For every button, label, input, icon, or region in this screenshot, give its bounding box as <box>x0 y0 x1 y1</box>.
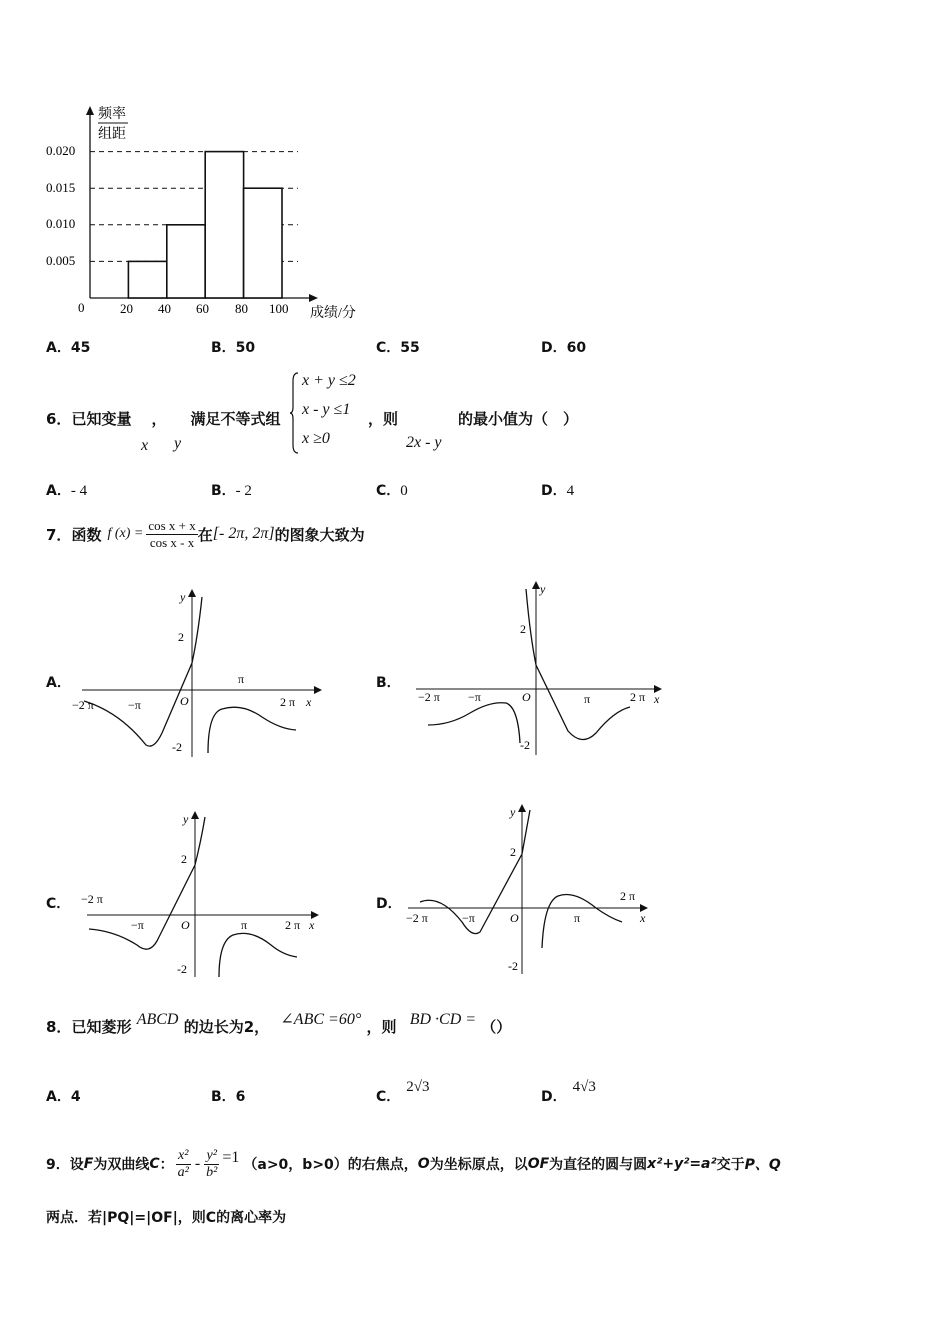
svg-text:x: x <box>640 911 646 925</box>
q7-option-b-label: B． <box>376 675 401 691</box>
q8-stem: 8．已知菱形 ABCD 的边长为2， ∠ABC =60° ，则 BD ·CD = （） <box>46 1011 512 1036</box>
q7-graph-b <box>410 575 670 760</box>
histogram-bars <box>128 152 282 298</box>
svg-text:-2: -2 <box>508 959 518 973</box>
histogram-bar <box>167 225 205 298</box>
q6-option-d: D．4 <box>541 483 575 499</box>
svg-text:2: 2 <box>181 852 187 866</box>
q8-option-b: B．6 <box>211 1089 246 1105</box>
svg-text:−2 π: −2 π <box>81 892 103 906</box>
x-axis-arrow <box>309 294 318 302</box>
q7-stem: 7． 函数 f (x) = $\frac{\text{cos x + x}}{\text{cos x - x}}$ 在 [- 2π, 2π] 的图象大致为 <box>46 517 365 550</box>
svg-text:x: x <box>654 692 660 706</box>
y-label-bottom: 组距 <box>98 127 126 142</box>
q7-graph-a <box>70 585 330 765</box>
x-tick-label: 20 <box>120 301 133 316</box>
svg-text:y: y <box>183 812 189 826</box>
svg-text:2: 2 <box>178 630 184 644</box>
q6-stem-end: 的最小值为（ ） <box>458 410 579 428</box>
svg-text:O: O <box>522 690 531 704</box>
q5-option-b: B．50 <box>211 340 256 356</box>
svg-text:x: x <box>306 695 312 709</box>
svg-text:2 π: 2 π <box>630 690 646 704</box>
frequency-histogram <box>40 100 370 330</box>
q6-objective: 2x - y <box>406 434 442 451</box>
histogram-bar <box>205 152 243 298</box>
q6-option-c: C．0 <box>376 483 408 499</box>
q7-option-d-label: D． <box>376 896 402 912</box>
q6-var-y: y <box>174 435 182 452</box>
svg-text:π: π <box>574 911 581 925</box>
q6-inequality-1: x + y ≤2 <box>302 372 356 389</box>
svg-text:π: π <box>584 692 591 706</box>
q6-option-a: A．- 4 <box>46 483 88 499</box>
x-tick-label: 60 <box>196 301 209 316</box>
svg-text:π: π <box>241 918 248 932</box>
svg-text:-2: -2 <box>177 962 187 976</box>
q5-option-d: D．60 <box>541 340 587 356</box>
svg-text:-2: -2 <box>172 740 182 754</box>
x-tick-label: 100 <box>269 301 289 316</box>
y-tick-label: 0.010 <box>46 216 76 231</box>
svg-text:O: O <box>181 918 190 932</box>
q6-stem-then: ，则 <box>368 410 399 428</box>
y-tick-label: 0.015 <box>46 180 76 195</box>
y-label-top: 频率 <box>98 107 126 122</box>
svg-text:−2 π: −2 π <box>418 690 440 704</box>
svg-text:2 π: 2 π <box>620 889 636 903</box>
x-axis-label: 成绩/分 <box>310 306 356 321</box>
q8-option-c: C．2√3 <box>376 1079 430 1105</box>
x-tick-label: 80 <box>235 301 248 316</box>
svg-text:y: y <box>180 590 186 604</box>
svg-text:2: 2 <box>520 622 526 636</box>
q6-inequality-2: x - y ≤1 <box>302 401 351 418</box>
svg-text:y: y <box>540 582 546 596</box>
q7-option-a-label: A． <box>46 675 71 691</box>
q6-stem: 6．已知变量 ， 满足不等式组 <box>46 410 281 428</box>
y-tick-label: 0.005 <box>46 253 76 268</box>
x-tick-label: 40 <box>158 301 171 316</box>
q7-graph-c <box>75 805 335 985</box>
svg-text:x: x <box>309 918 315 932</box>
q9-stem-line1: 9． 设 F 为双曲线 C ： $\frac{\text{x²}}{\text{a²}}$ - $\frac{\text{y²}}{\text{b²}}$ =1 （a>0，b>0）的右焦点， O 为坐标原点，以 OF 为直径的圆与圆 x²+y²=a² 交于 P、Q <box>46 1147 781 1180</box>
q7-option-c-label: C． <box>46 896 71 912</box>
svg-text:−π: −π <box>128 698 141 712</box>
q6-option-b: B．- 2 <box>211 483 252 499</box>
svg-text:-2: -2 <box>520 738 530 752</box>
svg-text:2: 2 <box>510 845 516 859</box>
svg-text:−π: −π <box>468 690 481 704</box>
q9-stem-line2: 两点．若|PQ|=|OF|，则C的离心率为 <box>46 1210 287 1226</box>
q5-option-c: C．55 <box>376 340 420 356</box>
histogram-bar <box>128 261 166 298</box>
q5-option-a: A．45 <box>46 340 91 356</box>
origin-label: 0 <box>78 300 85 315</box>
svg-text:2 π: 2 π <box>285 918 301 932</box>
y-tick-label: 0.020 <box>46 143 76 158</box>
svg-text:π: π <box>238 672 245 686</box>
q6-inequality-3: x ≥0 <box>302 430 330 447</box>
svg-text:−2 π: −2 π <box>406 911 428 925</box>
q8-option-d: D．4√3 <box>541 1079 596 1105</box>
histogram-bar <box>244 188 282 298</box>
svg-text:O: O <box>180 694 189 708</box>
q6-system-brace <box>290 371 300 455</box>
svg-text:O: O <box>510 911 519 925</box>
svg-text:−2 π: −2 π <box>72 698 94 712</box>
svg-text:−π: −π <box>462 911 475 925</box>
y-axis-arrow <box>86 106 94 115</box>
svg-text:−π: −π <box>131 918 144 932</box>
q6-var-x: x <box>141 437 149 454</box>
svg-text:y: y <box>510 805 516 819</box>
svg-text:2 π: 2 π <box>280 695 296 709</box>
q8-option-a: A．4 <box>46 1089 81 1105</box>
q7-graph-d <box>400 798 660 980</box>
